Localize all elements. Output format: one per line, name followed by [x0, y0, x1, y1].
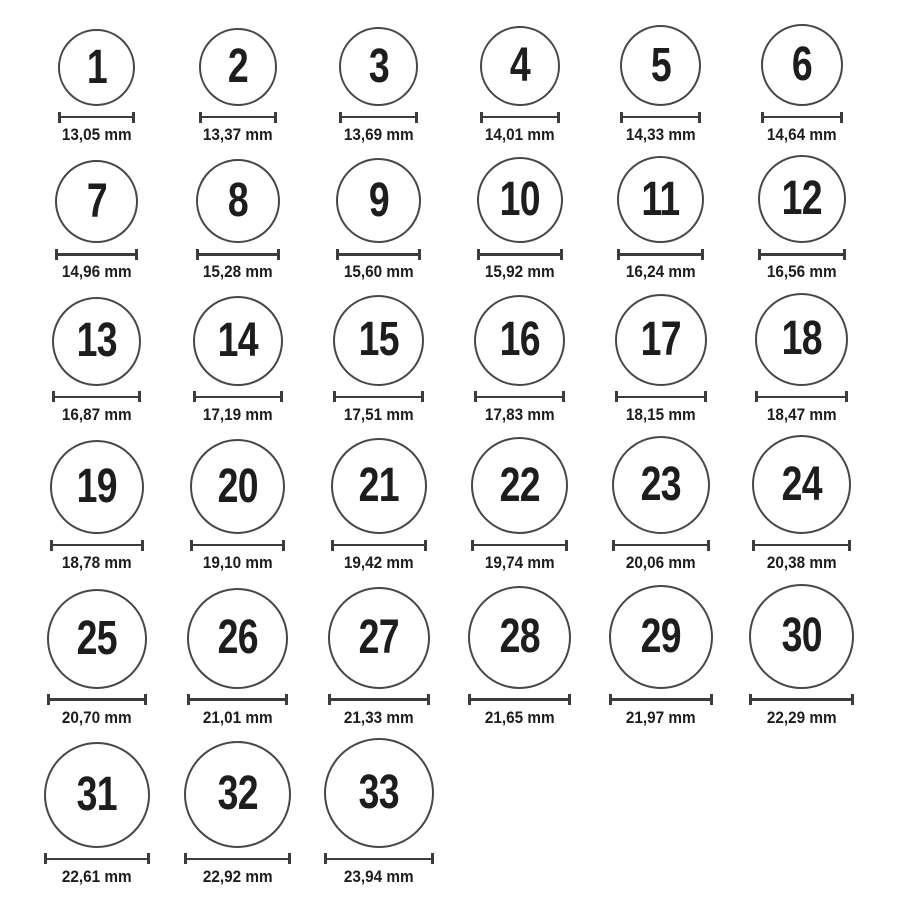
ring-size-circle [328, 587, 430, 689]
measure-tick-right [843, 249, 846, 260]
ring-size-circle [333, 295, 424, 386]
diameter-label: 22,92 mm [202, 866, 273, 886]
diameter-label: 17,19 mm [202, 404, 273, 424]
measure-tick-right [135, 249, 138, 260]
ring-size-circle [752, 435, 851, 534]
diameter-label: 15,92 mm [484, 262, 555, 282]
diameter-measure-line [44, 853, 150, 865]
measure-tick-right [431, 853, 434, 864]
measure-tick-right [851, 694, 854, 705]
ring-size-number: 31 [76, 767, 117, 821]
diameter-measure-line [474, 391, 565, 403]
diameter-label: 16,56 mm [766, 262, 837, 282]
ring-size-row [26, 435, 900, 573]
measure-tick-right [141, 540, 144, 551]
ring-size-number: 26 [217, 611, 258, 665]
ring-size-circle [749, 584, 854, 689]
diameter-label: 23,94 mm [343, 866, 414, 886]
measure-bar [483, 116, 557, 119]
ring-size-number: 2 [227, 40, 248, 93]
ring-size-cell [449, 157, 590, 282]
diameter-label: 13,37 mm [202, 125, 273, 144]
ring-size-circle [50, 440, 144, 534]
measure-tick-right [282, 540, 285, 551]
ring-size-number: 33 [358, 765, 399, 819]
ring-size-circle [617, 156, 704, 243]
diameter-measure-line [471, 539, 568, 551]
measure-bar [761, 253, 843, 256]
ring-size-cell [26, 742, 167, 887]
ring-size-number: 3 [368, 39, 389, 93]
diameter-measure-line [328, 694, 430, 706]
ring-size-cell [449, 586, 590, 728]
measure-bar [196, 396, 280, 399]
ring-size-number: 15 [358, 313, 399, 367]
measure-tick-right [562, 391, 565, 402]
ring-size-circle [755, 293, 848, 386]
ring-size-number: 32 [217, 767, 258, 821]
diameter-label: 22,29 mm [766, 707, 837, 727]
diameter-measure-line [477, 248, 563, 260]
ring-size-number: 1 [86, 40, 107, 94]
ring-size-number: 17 [640, 312, 681, 366]
ring-size-circle [620, 25, 701, 106]
measure-bar [342, 116, 415, 119]
diameter-measure-line [193, 391, 283, 403]
measure-tick-right [560, 249, 563, 260]
ring-size-circle [612, 436, 710, 534]
ring-size-circle [758, 155, 846, 243]
diameter-label: 17,51 mm [343, 404, 414, 424]
diameter-label: 21,97 mm [625, 707, 696, 727]
measure-bar [477, 396, 562, 399]
ring-size-number: 25 [76, 611, 117, 665]
ring-size-row [26, 584, 900, 728]
diameter-measure-line [47, 694, 147, 706]
diameter-label: 16,24 mm [625, 262, 696, 282]
ring-size-number: 7 [86, 174, 107, 228]
measure-tick-right [285, 694, 288, 705]
measure-bar [334, 544, 424, 547]
measure-bar [612, 698, 710, 701]
measure-bar [50, 698, 144, 701]
measure-tick-right [845, 391, 848, 402]
ring-size-cell [26, 440, 167, 573]
diameter-measure-line [755, 391, 848, 403]
ring-size-circle [609, 585, 713, 689]
ring-size-circle [52, 297, 141, 386]
ring-size-number: 6 [791, 38, 812, 91]
ring-size-cell [449, 295, 590, 425]
measure-tick-right [568, 694, 571, 705]
ring-size-row [26, 738, 900, 887]
diameter-measure-line [480, 111, 560, 123]
diameter-measure-line [50, 539, 144, 551]
diameter-measure-line [331, 539, 427, 551]
diameter-label: 14,33 mm [625, 125, 696, 144]
ring-size-cell [308, 738, 449, 887]
diameter-measure-line [196, 248, 280, 260]
measure-bar [623, 116, 698, 119]
diameter-label: 16,87 mm [61, 404, 132, 424]
diameter-measure-line [468, 694, 571, 706]
measure-bar [764, 116, 840, 119]
ring-size-number: 21 [358, 459, 399, 513]
ring-size-cell [167, 439, 308, 573]
measure-bar [193, 544, 282, 547]
ring-size-cell [308, 158, 449, 282]
diameter-label: 21,65 mm [484, 707, 555, 727]
measure-tick-right [415, 112, 418, 123]
measure-tick-right [138, 391, 141, 402]
diameter-label: 13,69 mm [343, 125, 414, 144]
measure-tick-right [424, 540, 427, 551]
ring-size-cell [731, 155, 872, 282]
ring-size-cell [449, 437, 590, 573]
diameter-label: 19,42 mm [343, 553, 414, 573]
measure-tick-right [288, 853, 291, 864]
diameter-label: 18,47 mm [766, 404, 837, 424]
measure-bar [758, 396, 845, 399]
ring-size-circle [47, 589, 147, 689]
ring-size-cell [26, 297, 167, 425]
diameter-label: 14,64 mm [766, 125, 837, 144]
diameter-label: 19,74 mm [484, 553, 555, 573]
ring-size-cell [308, 27, 449, 145]
diameter-label: 15,60 mm [343, 262, 414, 282]
ring-size-circle [324, 738, 434, 848]
measure-bar [190, 698, 285, 701]
diameter-label: 14,01 mm [484, 125, 555, 144]
ring-size-circle [615, 294, 707, 386]
ring-size-circle [187, 588, 288, 689]
diameter-label: 20,38 mm [766, 553, 837, 573]
ring-size-circle [199, 28, 277, 106]
measure-bar [47, 858, 147, 861]
ring-size-circle [480, 26, 560, 106]
ring-size-cell [731, 435, 872, 573]
measure-bar [480, 253, 560, 256]
measure-bar [620, 253, 701, 256]
ring-size-number: 19 [76, 460, 117, 514]
ring-size-cell [731, 24, 872, 145]
measure-bar [752, 698, 851, 701]
ring-size-number: 23 [640, 458, 681, 512]
ring-size-cell [590, 585, 731, 728]
ring-size-row [26, 155, 900, 282]
diameter-measure-line [190, 539, 285, 551]
ring-size-number: 27 [358, 610, 399, 664]
diameter-label: 20,06 mm [625, 553, 696, 573]
ring-size-cell [167, 159, 308, 282]
ring-size-number: 11 [641, 172, 680, 226]
ring-size-number: 8 [227, 174, 248, 228]
diameter-measure-line [55, 248, 138, 260]
ring-size-circle [336, 158, 421, 243]
measure-bar [618, 396, 704, 399]
diameter-measure-line [620, 111, 701, 123]
diameter-measure-line [749, 694, 854, 706]
ring-size-number: 16 [499, 313, 540, 367]
ring-size-number: 30 [781, 609, 822, 663]
measure-tick-right [144, 694, 147, 705]
ring-size-cell [167, 588, 308, 728]
ring-size-cell [590, 436, 731, 573]
measure-tick-right [277, 249, 280, 260]
measure-tick-right [701, 249, 704, 260]
measure-tick-right [565, 540, 568, 551]
ring-size-number: 13 [76, 314, 117, 368]
ring-size-circle [474, 295, 565, 386]
ring-size-circle [190, 439, 285, 534]
ring-size-cell [167, 296, 308, 425]
ring-size-number: 18 [781, 312, 822, 366]
ring-size-circle [339, 27, 418, 106]
ring-size-circle [55, 160, 138, 243]
ring-size-number: 29 [640, 609, 681, 663]
diameter-label: 14,96 mm [61, 262, 132, 282]
measure-bar [471, 698, 568, 701]
measure-bar [336, 396, 421, 399]
ring-size-cell [308, 587, 449, 728]
diameter-label: 15,28 mm [202, 262, 273, 282]
ring-size-cell [167, 28, 308, 145]
measure-bar [327, 858, 431, 861]
diameter-label: 17,83 mm [484, 404, 555, 424]
diameter-measure-line [52, 391, 141, 403]
diameter-label: 19,10 mm [202, 553, 273, 573]
diameter-measure-line [339, 111, 418, 123]
measure-tick-right [427, 694, 430, 705]
measure-tick-right [707, 540, 710, 551]
measure-tick-right [848, 540, 851, 551]
measure-bar [615, 544, 707, 547]
measure-bar [199, 253, 277, 256]
ring-size-cell [26, 589, 167, 728]
measure-bar [187, 858, 288, 861]
diameter-measure-line [324, 853, 434, 865]
ring-size-cell [26, 160, 167, 282]
ring-size-number: 20 [217, 459, 258, 513]
ring-size-cell [590, 25, 731, 145]
diameter-measure-line [336, 248, 421, 260]
ring-size-circle [477, 157, 563, 243]
ring-size-cell [449, 26, 590, 145]
ring-size-number: 10 [499, 173, 540, 227]
diameter-measure-line [58, 111, 135, 123]
diameter-measure-line [758, 248, 846, 260]
diameter-label: 13,05 mm [61, 125, 132, 144]
diameter-measure-line [752, 539, 851, 551]
ring-size-row [26, 24, 900, 145]
measure-tick-right [698, 112, 701, 123]
ring-size-cell [308, 438, 449, 573]
measure-bar [58, 253, 135, 256]
measure-bar [331, 698, 427, 701]
diameter-measure-line [615, 391, 707, 403]
ring-size-circle [44, 742, 150, 848]
ring-size-circle [761, 24, 843, 106]
measure-tick-right [710, 694, 713, 705]
diameter-label: 18,15 mm [625, 404, 696, 424]
diameter-label: 18,78 mm [61, 553, 132, 573]
measure-tick-right [557, 112, 560, 123]
measure-bar [755, 544, 848, 547]
ring-size-circle [184, 741, 291, 848]
measure-bar [202, 116, 274, 119]
measure-tick-right [274, 112, 277, 123]
ring-size-cell [590, 294, 731, 425]
measure-tick-right [280, 391, 283, 402]
ring-size-cell [167, 741, 308, 887]
diameter-measure-line [612, 539, 710, 551]
diameter-label: 22,61 mm [61, 866, 132, 886]
measure-bar [55, 396, 138, 399]
measure-tick-right [421, 391, 424, 402]
diameter-measure-line [199, 111, 277, 123]
ring-size-cell [308, 295, 449, 425]
measure-tick-right [147, 853, 150, 864]
diameter-label: 21,01 mm [202, 707, 273, 727]
ring-size-number: 4 [509, 39, 530, 92]
ring-size-cell [731, 293, 872, 425]
diameter-measure-line [617, 248, 704, 260]
measure-tick-right [418, 249, 421, 260]
measure-tick-right [132, 112, 135, 123]
ring-size-cell [26, 29, 167, 145]
measure-bar [474, 544, 565, 547]
ring-size-circle [196, 159, 280, 243]
ring-size-number: 12 [781, 172, 822, 226]
diameter-measure-line [333, 391, 424, 403]
ring-size-number: 9 [368, 173, 389, 227]
ring-size-circle [471, 437, 568, 534]
ring-size-circle [331, 438, 427, 534]
ring-size-number: 24 [781, 457, 822, 511]
diameter-measure-line [609, 694, 713, 706]
diameter-measure-line [184, 853, 291, 865]
ring-size-circle [468, 586, 571, 689]
measure-bar [61, 116, 132, 119]
ring-size-number: 5 [650, 38, 671, 92]
ring-size-row [26, 293, 900, 425]
diameter-measure-line [761, 111, 843, 123]
measure-tick-right [704, 391, 707, 402]
ring-size-cell [590, 156, 731, 282]
diameter-label: 20,70 mm [61, 707, 132, 727]
ring-size-cell [731, 584, 872, 728]
measure-bar [53, 544, 141, 547]
diameter-measure-line [187, 694, 288, 706]
diameter-label: 21,33 mm [343, 707, 414, 727]
measure-bar [339, 253, 418, 256]
ring-size-circle [58, 29, 135, 106]
ring-size-number: 22 [499, 458, 540, 512]
ring-size-circle [193, 296, 283, 386]
ring-size-number: 14 [217, 313, 258, 367]
ring-size-number: 28 [499, 610, 540, 664]
measure-tick-right [840, 112, 843, 123]
